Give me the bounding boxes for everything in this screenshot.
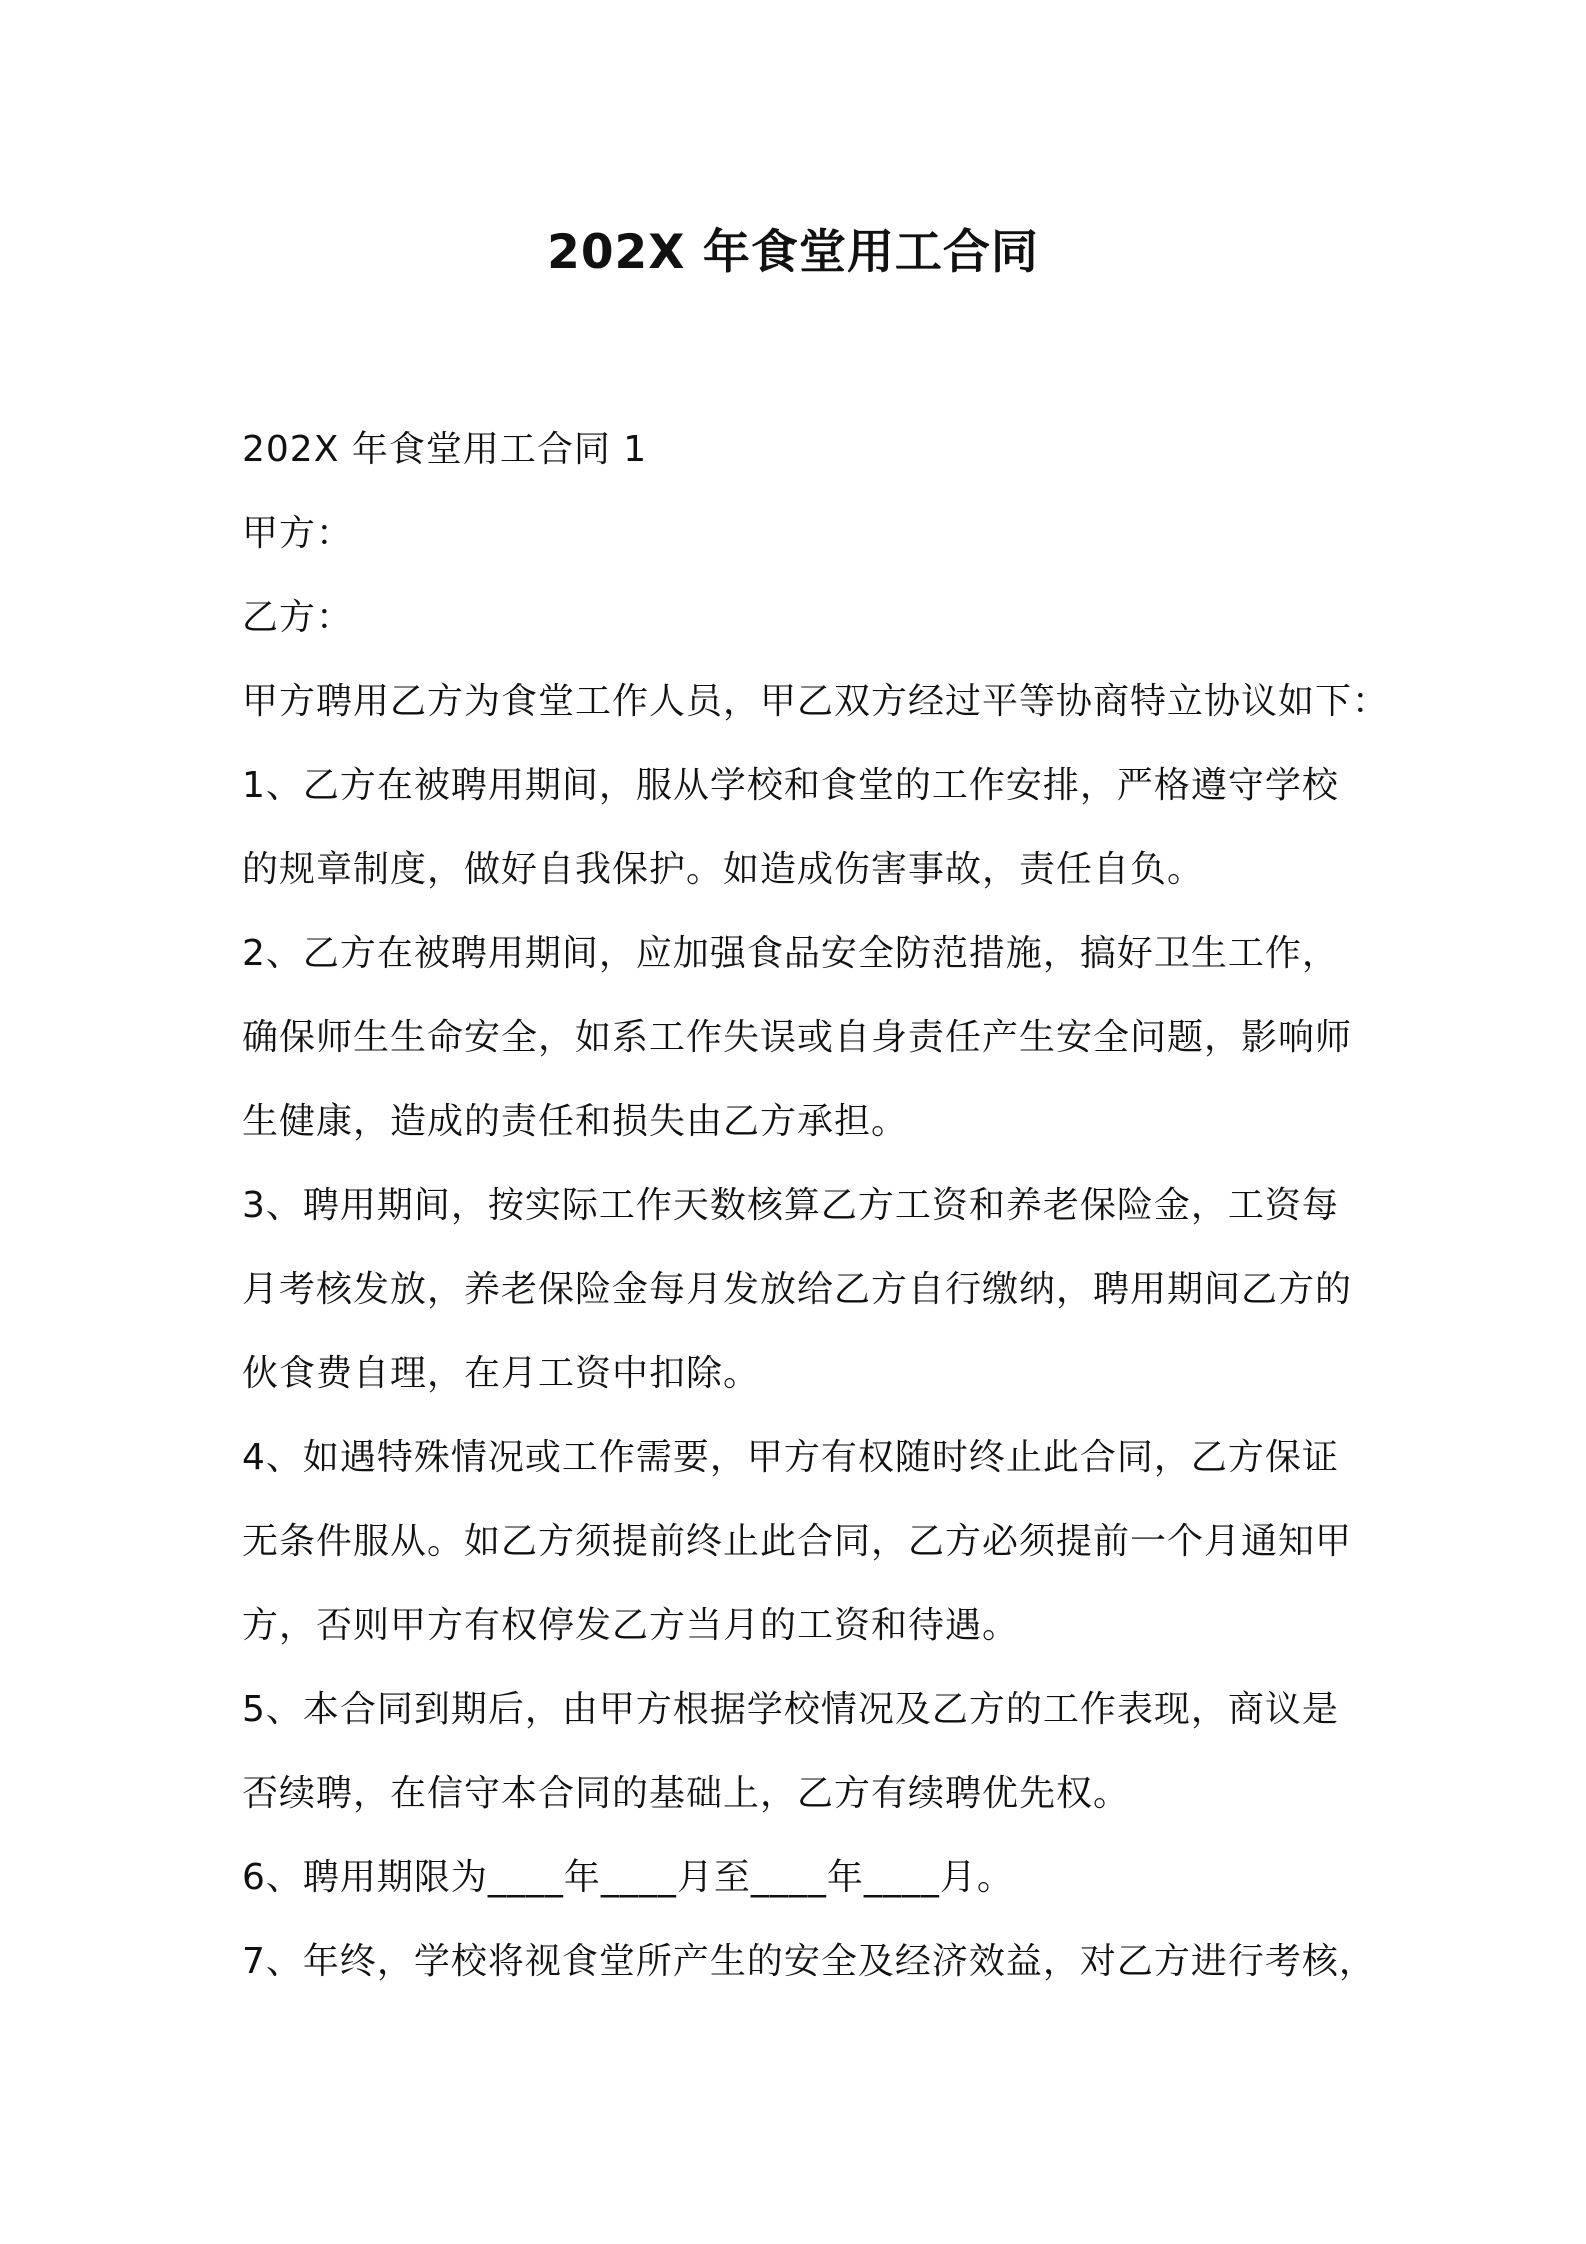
clause-5-line-1: 5、本合同到期后，由甲方根据学校情况及乙方的工作表现，商议是 — [242, 1689, 1339, 1730]
document-body — [242, 408, 1390, 2004]
clause-2-line-1: 2、乙方在被聘用期间，应加强食品安全防范措施，搞好卫生工作， — [242, 933, 1339, 974]
clause-4-line-3: 方，否则甲方有权停发乙方当月的工资和待遇。 — [242, 1605, 1020, 1646]
clause-1-line-2: 的规章制度，做好自我保护。如造成伤害事故，责任自负。 — [242, 849, 1205, 890]
intro-line: 甲方聘用乙方为食堂工作人员，甲乙双方经过平等协商特立协议如下： — [242, 681, 1390, 722]
document-title: 202X 年食堂用工合同 — [547, 225, 1039, 280]
clause-7-line-1: 7、年终，学校将视食堂所产生的安全及经济效益，对乙方进行考核， — [242, 1941, 1376, 1982]
clause-3-line-1: 3、聘用期间，按实际工作天数核算乙方工资和养老保险金，工资每 — [242, 1185, 1339, 1226]
clause-6-line-1: 6、聘用期限为____年____月至____年____月。 — [242, 1857, 1014, 1898]
clause-2-line-3: 生健康，造成的责任和损失由乙方承担。 — [242, 1101, 909, 1142]
subtitle-line: 202X 年食堂用工合同 1 — [242, 429, 648, 470]
clause-5-line-2: 否续聘，在信守本合同的基础上，乙方有续聘优先权。 — [242, 1773, 1131, 1814]
clause-2-line-2: 确保师生生命安全，如系工作失误或自身责任产生安全问题，影响师 — [242, 1017, 1353, 1058]
party-b-line: 乙方： — [242, 597, 354, 638]
clause-3-line-2: 月考核发放，养老保险金每月发放给乙方自行缴纳，聘用期间乙方的 — [242, 1269, 1353, 1310]
party-a-line: 甲方： — [242, 513, 354, 554]
clause-4-line-2: 无条件服从。如乙方须提前终止此合同，乙方必须提前一个月通知甲 — [242, 1521, 1353, 1562]
clause-3-line-3: 伙食费自理，在月工资中扣除。 — [242, 1353, 761, 1394]
clause-4-line-1: 4、如遇特殊情况或工作需要，甲方有权随时终止此合同，乙方保证 — [242, 1437, 1339, 1478]
clause-1-line-1: 1、乙方在被聘用期间，服从学校和食堂的工作安排，严格遵守学校 — [242, 765, 1339, 806]
